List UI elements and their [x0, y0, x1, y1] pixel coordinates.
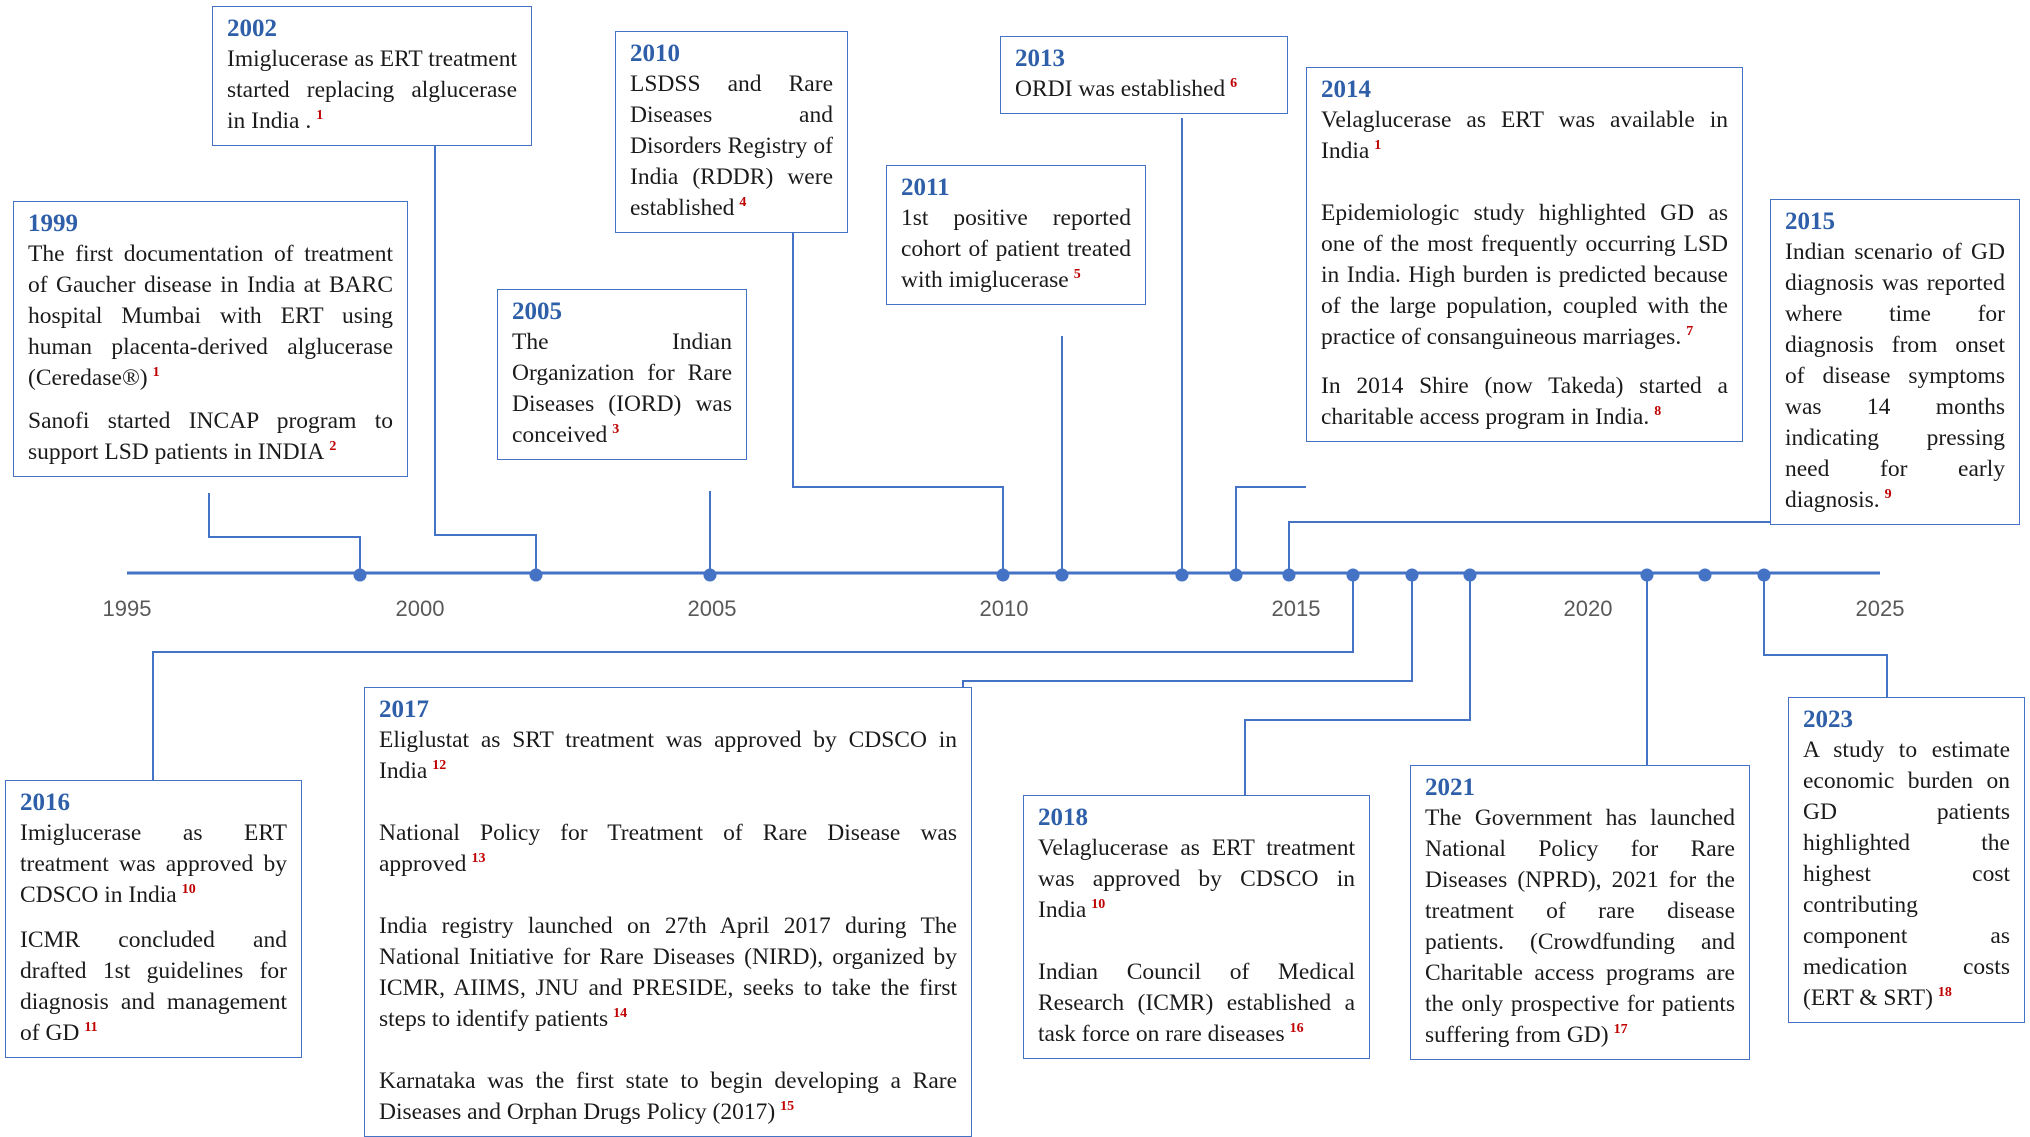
reference-number: 3 [612, 422, 620, 438]
event-text: Indian Council of Medical Research (ICMR) established a task force on rare diseases $^{16}$ [1038, 959, 1355, 1047]
axis-label-2015: 2015 [1271, 596, 1321, 621]
event-year: 2018 [1038, 804, 1088, 831]
marker-2022 [1699, 569, 1712, 582]
event-text: Epidemiologic study highlighted GD as one of the most frequently occurring LSD in India. High burden is predicted because of the large population, coupled with the practice of consanguineous marriages. $^7$ [1321, 200, 1728, 350]
marker-2021 [1641, 569, 1654, 582]
event-text: National Policy for Treatment of Rare Disease was approved $^{13}$ [379, 820, 957, 877]
event-2005-box [497, 289, 747, 460]
reference-number: 8 [1654, 404, 1662, 420]
axis-label-2000: 2000 [395, 596, 445, 621]
reference-number: 18 [1937, 985, 1952, 1001]
event-2002-box [212, 6, 532, 146]
event-text: Velaglucerase as ERT treatment was approved by CDSCO in India $^{10}$ [1038, 835, 1355, 923]
event-1999-box [13, 201, 408, 477]
event-text: Karnataka was the first state to begin developing a Rare Diseases and Orphan Drugs Policy (2017) $^{15}$ [379, 1068, 957, 1125]
event-text: Imiglucerase as ERT treatment was approved by CDSCO in India $^{10}$ [20, 820, 287, 908]
event-year: 2014 [1321, 76, 1371, 103]
event-text: The Government has launched National Policy for Rare Diseases (NPRD), 2021 for the treatment of rare disease patients. (Crowdfunding and Charitable access programs are the only prospective for patients suffering from GD) $^{17}$ [1425, 805, 1735, 1048]
event-year: 2016 [20, 789, 70, 816]
reference-number: 7 [1686, 324, 1694, 340]
reference-number: 16 [1289, 1021, 1304, 1037]
event-2017-box [364, 687, 972, 1137]
event-2014-box [1306, 67, 1743, 442]
event-text: A study to estimate economic burden on GD patients highlighted the highest cost contributing component as medication costs (ERT & SRT) $^{18}$ [1803, 737, 2010, 1011]
event-text: The Indian Organization for Rare Diseases (IORD) was conceived $^3$ [512, 329, 732, 448]
marker-2015 [1283, 569, 1296, 582]
marker-2002 [530, 569, 543, 582]
marker-2023 [1758, 569, 1771, 582]
event-year: 2002 [227, 15, 277, 42]
event-2015-box [1770, 199, 2020, 525]
axis-label-1995: 1995 [102, 596, 152, 621]
event-text: LSDSS and Rare Diseases and Disorders Registry of India (RDDR) were established $^4$ [630, 71, 833, 221]
marker-2018 [1464, 569, 1477, 582]
event-2021-box [1410, 765, 1750, 1060]
reference-number: 4 [739, 195, 747, 211]
marker-2017 [1406, 569, 1419, 582]
event-text: India registry launched on 27th April 2017 during The National Initiative for Rare Diseases (NIRD), organized by ICMR, AIIMS, JNU and PRESIDE, seeks to take the first steps to identify patients $^{14}$ [379, 913, 957, 1032]
reference-number: 10 [1091, 897, 1106, 913]
event-text: In 2014 Shire (now Takeda) started a charitable access program in India. $^8$ [1321, 373, 1728, 430]
reference-number: 1 [316, 108, 324, 124]
event-year: 2013 [1015, 45, 1065, 72]
axis-label-2005: 2005 [687, 596, 737, 621]
reference-number: 1 [152, 365, 160, 381]
marker-2014 [1230, 569, 1243, 582]
reference-number: 12 [432, 758, 447, 774]
event-text: Imiglucerase as ERT treatment started replacing alglucerase in India . $^1$ [227, 46, 517, 134]
reference-number: 1 [1374, 138, 1382, 154]
event-year: 2015 [1785, 208, 1835, 235]
reference-number: 17 [1613, 1022, 1628, 1038]
axis-label-2010: 2010 [979, 596, 1029, 621]
reference-number: 10 [181, 882, 196, 898]
marker-2016 [1347, 569, 1360, 582]
reference-number: 13 [471, 851, 486, 867]
event-2011-box [886, 165, 1146, 305]
axis-label-2025: 2025 [1855, 596, 1905, 621]
reference-number: 5 [1073, 267, 1081, 283]
reference-number: 14 [613, 1006, 628, 1022]
connector-2023 [1764, 573, 1887, 697]
event-text: Eliglustat as SRT treatment was approved by CDSCO in India $^{12}$ [379, 727, 957, 784]
reference-number: 15 [780, 1099, 795, 1115]
connector-2015 [1289, 522, 1770, 573]
marker-2011 [1056, 569, 1069, 582]
connector-2017 [963, 573, 1412, 700]
reference-number: 6 [1230, 76, 1238, 92]
event-2013-box [1000, 36, 1288, 114]
marker-2013 [1176, 569, 1189, 582]
event-year: 2017 [379, 696, 429, 723]
event-year: 2023 [1803, 706, 1853, 733]
event-text: Sanofi started INCAP program to support LSD patients in INDIA $^2$ [28, 408, 393, 465]
event-text: ORDI was established $^6$ [1015, 76, 1238, 102]
event-2010-box [615, 31, 848, 233]
event-text: Indian scenario of GD diagnosis was reported where time for diagnosis from onset of disease symptoms was 14 months indicating pressing need for early diagnosis. $^9$ [1785, 239, 2005, 513]
event-year: 2011 [901, 174, 950, 201]
connector-1999 [209, 493, 360, 573]
reference-number: 9 [1884, 487, 1892, 503]
event-year: 2005 [512, 298, 562, 325]
event-year: 1999 [28, 210, 78, 237]
event-year: 2021 [1425, 774, 1475, 801]
event-2016-box [5, 780, 302, 1058]
event-text: ICMR concluded and drafted 1st guidelines for diagnosis and management of GD $^{11}$ [20, 927, 287, 1046]
marker-1999 [354, 569, 367, 582]
marker-2010 [997, 569, 1010, 582]
event-text: Velaglucerase as ERT was available in India $^1$ [1321, 107, 1728, 164]
event-year: 2010 [630, 40, 680, 67]
event-2023-box [1788, 697, 2025, 1023]
reference-number: 11 [84, 1020, 98, 1036]
event-text: 1st positive reported cohort of patient treated with imiglucerase $^5$ [901, 205, 1131, 293]
axis-label-2020: 2020 [1563, 596, 1613, 621]
event-text: The first documentation of treatment of Gaucher disease in India at BARC hospital Mumbai with ERT using human placenta-derived alglucerase (Ceredase®) $^1$ [28, 241, 393, 391]
reference-number: 2 [329, 439, 337, 455]
marker-2005 [704, 569, 717, 582]
connector-2014 [1236, 487, 1306, 573]
event-2018-box [1023, 795, 1370, 1059]
